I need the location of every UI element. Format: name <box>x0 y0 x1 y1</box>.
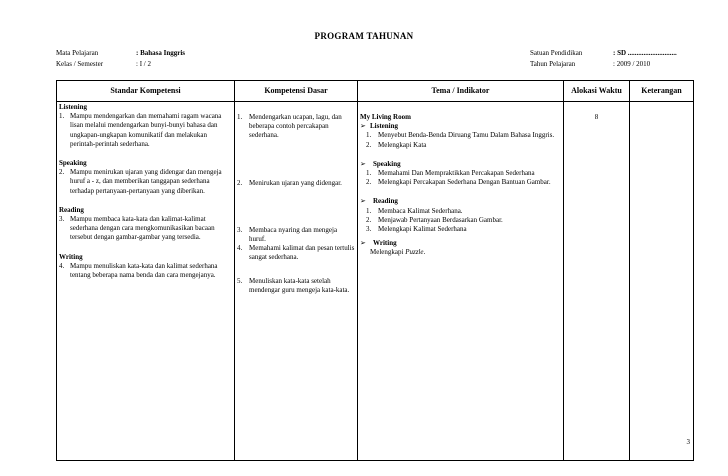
tema-reading-3-text: Melengkapi Kalimat Sederhana <box>378 225 467 234</box>
sk-writing-heading: Writing <box>59 252 83 261</box>
kd-item-2-number: 2. <box>237 178 243 187</box>
page-number: 3 <box>686 438 690 446</box>
tema-reading-2 <box>360 216 561 225</box>
meta-left <box>56 48 185 70</box>
tema-writing-1-text: Melengkapi <box>370 248 406 257</box>
sk-item-4-number: 4. <box>59 261 65 270</box>
kd-item-4 <box>237 244 355 262</box>
kd-item-4-text: Memahami kalimat dan pesan tertulis sangat sederhana. <box>249 244 355 262</box>
sk-item-3 <box>59 215 232 243</box>
kd-item-1-number: 1. <box>237 113 243 121</box>
sk-item-2 <box>59 168 232 196</box>
kd-item-3 <box>237 226 355 244</box>
school-label: Satuan Pendidikan <box>530 49 583 57</box>
year-label: Tahun Pelajaran <box>530 60 576 68</box>
sk-item-3-text: Mampu membaca kata-kata dan kalimat-kalimat sederhana dengan cara mengkomunikasikan bacaan tersebut dengan gambar-gambar yang tersedia. <box>70 215 215 242</box>
kd-item-1-text: Mendengarkan ucapan, lagu, dan beberapa contoh percakapan sederhana. <box>249 113 342 140</box>
tema-listening-2-number: 2. <box>366 140 372 149</box>
arrow-bullet-icon: ➢ <box>360 159 366 168</box>
tema-reading-1-text: Membaca Kalimat Sederhana. <box>378 206 463 215</box>
kd-item-4-number: 4. <box>237 244 243 253</box>
sk-item-4 <box>59 262 232 280</box>
sk-item-2-text: Mampu menirukan ujaran yang didengar dan mengeja huruf a - z, dan memberikan tanggapan sederhana terhadap pertanyaan-pertanyaan yang diberikan. <box>70 168 222 195</box>
cell-keterangan <box>630 102 694 461</box>
tema-reading-heading <box>360 197 561 206</box>
sk-item-1-text: Mampu mendengarkan dan memahami ragam wacana lisan melalui mendengarkan bunyi-bunyi bahasa dan ungkapan-ungkapan komunikatif dan melakukan perintah-perintah sederhana. <box>70 112 222 148</box>
table-row <box>57 102 694 461</box>
table-header-row <box>57 81 694 102</box>
tema-writing-label: Writing <box>373 239 397 248</box>
class-value: : I / 2 <box>136 60 151 68</box>
sk-listening-heading: Listening <box>59 103 88 111</box>
subject-value: : Bahasa Inggris <box>136 49 186 57</box>
kd-item-5-text: Menuliskan kata-kata setelah mendengar guru mengeja kata-kata. <box>249 276 350 294</box>
sk-item-3-number: 3. <box>59 215 65 224</box>
program-table <box>56 80 694 461</box>
subject-label: Mata Pelajaran <box>56 49 99 57</box>
cell-alokasi-waktu <box>564 102 630 461</box>
kd-item-3-number: 3. <box>237 225 243 234</box>
tema-listening-1 <box>360 131 561 140</box>
year-value: : 2009 / 2010 <box>613 60 651 68</box>
tema-speaking-heading <box>360 160 561 169</box>
header-standar-kompetensi: Standar Kompetensi <box>57 81 235 102</box>
tema-listening-1-text: Menyebut Benda-Benda Diruang Tamu Dalam Bahasa Inggris. <box>378 131 555 140</box>
sk-speaking-heading: Speaking <box>59 159 87 168</box>
cell-tema-indikator <box>358 102 564 461</box>
tema-speaking-label: Speaking <box>373 159 401 168</box>
arrow-bullet-icon: ➢ <box>360 122 366 131</box>
kd-item-2-text: Menirukan ujaran yang didengar. <box>249 178 342 187</box>
arrow-bullet-icon: ➢ <box>360 197 366 206</box>
tema-listening-label: Listening <box>370 122 399 131</box>
tema-listening-heading <box>360 122 561 131</box>
tema-writing-1-italic: Puzzle <box>405 248 424 257</box>
school-value: : SD ............................ <box>613 49 677 57</box>
alokasi-value: 8 <box>594 113 599 121</box>
tema-reading-1 <box>360 207 561 216</box>
header-keterangan: Keterangan <box>630 81 694 102</box>
tema-reading-3 <box>360 225 561 234</box>
tema-writing-heading <box>360 239 561 248</box>
tema-speaking-1-number: 1. <box>366 169 372 178</box>
tema-reading-1-number: 1. <box>366 206 372 215</box>
document-title: PROGRAM TAHUNAN <box>314 31 414 41</box>
meta-right <box>530 48 677 70</box>
tema-reading-2-text: Menjawab Pertanyaan Berdasarkan Gambar. <box>378 215 503 224</box>
tema-listening-2-text: Melengkapi Kata <box>378 140 427 149</box>
sk-item-2-number: 2. <box>59 168 65 177</box>
kd-item-5-number: 5. <box>237 276 243 285</box>
sk-item-1-number: 1. <box>59 112 65 121</box>
tema-speaking-2-number: 2. <box>366 178 372 187</box>
cell-kompetensi-dasar <box>235 102 358 461</box>
tema-listening-2 <box>360 141 561 150</box>
header-alokasi-waktu: Alokasi Waktu <box>564 81 630 102</box>
header-kompetensi-dasar: Kompetensi Dasar <box>235 81 358 102</box>
sk-reading-heading: Reading <box>59 205 84 214</box>
kd-item-3-text: Membaca nyaring dan mengeja huruf. <box>249 225 338 244</box>
tema-speaking-1-text: Memahami Dan Mempraktikkan Percakapan Sederhana <box>378 169 535 178</box>
tema-writing-1-suffix: . <box>423 248 426 257</box>
tema-speaking-2-text: Melengkapi Percakapan Sederhana Dengan Bantuan Gambar. <box>378 178 551 187</box>
tema-reading-3-number: 3. <box>366 225 372 234</box>
sk-item-4-text: Mampu menuliskan kata-kata dan kalimat sederhana tentang beberapa nama benda dan cara mengejanya. <box>70 261 218 280</box>
class-label: Kelas / Semester <box>56 60 104 68</box>
theme-title: My Living Room <box>360 113 411 121</box>
sk-item-1 <box>59 112 232 149</box>
tema-writing-1 <box>360 248 561 257</box>
tema-speaking-1 <box>360 169 561 178</box>
kd-item-1 <box>237 113 355 141</box>
kd-item-5 <box>237 277 355 295</box>
tema-listening-1-number: 1. <box>366 131 372 140</box>
tema-reading-2-number: 2. <box>366 215 372 224</box>
header-tema-indikator: Tema / Indikator <box>358 81 564 102</box>
tema-speaking-2 <box>360 178 561 187</box>
cell-standar-kompetensi <box>57 102 235 461</box>
arrow-bullet-icon: ➢ <box>360 239 366 248</box>
kd-item-2 <box>237 179 355 188</box>
tema-reading-label: Reading <box>373 197 398 206</box>
